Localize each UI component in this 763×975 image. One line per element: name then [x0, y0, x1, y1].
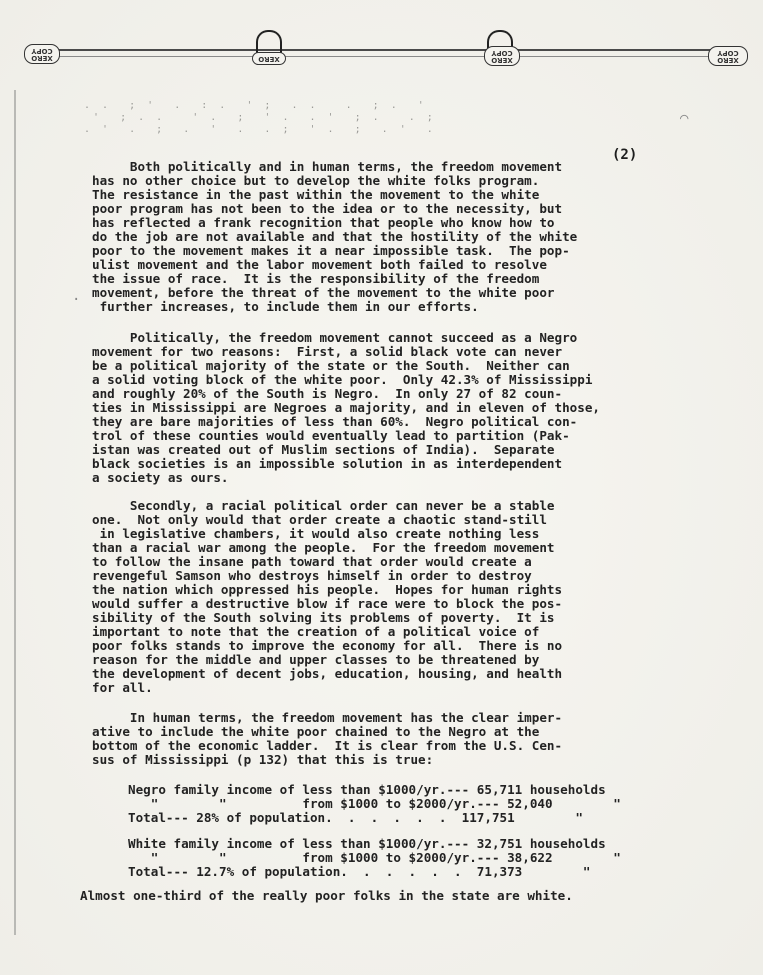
text-line: movement, before the threat of the movement to the white poor	[92, 285, 555, 300]
text-line: sibility of the South solving its problems of poverty. It is	[92, 610, 555, 625]
table-row: " " from $1000 to $2000/yr.--- 38,622 "	[128, 850, 621, 865]
text-line: one. Not only would that order create a chaotic stand-still	[92, 512, 547, 527]
text-line: The resistance in the past within the movement to the white	[92, 187, 540, 202]
text-line: poor folks stands to improve the economy for all. There is no	[92, 638, 563, 653]
text-line: than a racial war among the people. For the freedom movement	[92, 540, 555, 555]
margin-mark: ·	[72, 292, 81, 308]
xero-stamp: XERO	[252, 52, 286, 65]
top-rule	[28, 49, 739, 51]
text-line: a solid voting block of the white poor. Only 42.3% of Mississippi	[92, 372, 593, 387]
text-line: the development of decent jobs, education, housing, and health	[92, 666, 563, 681]
page-number: (2)	[612, 147, 638, 163]
left-margin-rule	[14, 90, 16, 935]
text-line: revengeful Samson who destroys himself in order to destroy	[92, 568, 532, 583]
text-line: Both politically and in human terms, the freedom movement	[92, 159, 563, 174]
margin-mark: ⌒	[680, 110, 689, 126]
text-line: Secondly, a racial political order can never be a stable	[92, 498, 555, 513]
text-line: poor program has not been to the idea or to the necessity, but	[92, 201, 563, 216]
xero-copy-stamp: XERO COPY	[484, 46, 520, 66]
text-line: has reflected a frank recognition that people who know how to	[92, 215, 555, 230]
text-line: ties in Mississippi are Negroes a majority, and in eleven of those,	[92, 400, 600, 415]
census-table-white	[128, 837, 621, 879]
text-line: ative to include the white poor chained to the Negro at the	[92, 724, 540, 739]
text-line: for all.	[92, 680, 153, 695]
census-table-negro	[128, 783, 621, 825]
top-rule-secondary	[28, 56, 739, 57]
text-line: important to note that the creation of a political voice of	[92, 624, 540, 639]
bleed-through-marks: . . ; ' . : . ' ; . . . ; . ' ' ; . . ' . ; ' . . ' ; . . ; . ' . ; . ' . . ; ' . ; . ' .	[84, 100, 436, 135]
text-line: they are bare majorities of less than 60%. Negro political con-	[92, 414, 578, 429]
text-line: in legislative chambers, it would also create nothing less	[92, 526, 540, 541]
text-line: ulist movement and the labor movement both failed to resolve	[92, 257, 547, 272]
closing-line: Almost one-third of the really poor folks in the state are white.	[80, 888, 573, 903]
table-row: White family income of less than $1000/yr.--- 32,751 households	[128, 836, 606, 851]
paragraph	[92, 160, 672, 314]
text-line: the nation which oppressed his people. Hopes for human rights	[92, 582, 563, 597]
text-line: bottom of the economic ladder. It is clear from the U.S. Cen-	[92, 738, 563, 753]
xero-copy-stamp: XERO COPY	[708, 46, 748, 66]
text-line: trol of these counties would eventually lead to partition (Pak-	[92, 428, 570, 443]
text-line: has no other choice but to develop the white folks program.	[92, 173, 540, 188]
table-row: " " from $1000 to $2000/yr.--- 52,040 "	[128, 796, 621, 811]
table-row: Total--- 12.7% of population. . . . . . 71,373 "	[128, 864, 591, 879]
text-line: further increases, to include them in our efforts.	[92, 299, 479, 314]
text-line: movement for two reasons: First, a solid black vote can never	[92, 344, 563, 359]
text-line: black societies is an impossible solution in as interdependent	[92, 456, 563, 471]
text-line: do the job are not available and that the hostility of the white	[92, 229, 578, 244]
text-line: the issue of race. It is the responsibility of the freedom	[92, 271, 540, 286]
text-line: In human terms, the freedom movement has the clear imper-	[92, 710, 563, 725]
xero-copy-stamp: XERO COPY	[24, 44, 60, 64]
text-line: to follow the insane path toward that order would create a	[92, 554, 532, 569]
text-line: would suffer a destructive blow if race were to block the pos-	[92, 596, 563, 611]
paragraph	[92, 711, 672, 767]
table-row: Negro family income of less than $1000/yr.--- 65,711 households	[128, 782, 606, 797]
text-line: be a political majority of the state or the South. Neither can	[92, 358, 570, 373]
text-line: sus of Mississippi (p 132) that this is true:	[92, 752, 434, 767]
paragraph	[92, 331, 672, 485]
text-line: reason for the middle and upper classes to be threatened by	[92, 652, 540, 667]
paragraph	[92, 499, 672, 695]
text-line: poor to the movement makes it a near impossible task. The pop-	[92, 243, 570, 258]
text-line: istan was created out of Muslim sections of India). Separate	[92, 442, 555, 457]
table-row: Total--- 28% of population. . . . . . 117,751 "	[128, 810, 583, 825]
text-line: Politically, the freedom movement cannot succeed as a Negro	[92, 330, 578, 345]
text-line: and roughly 20% of the South is Negro. In only 27 of 82 coun-	[92, 386, 563, 401]
text-line: a society as ours.	[92, 470, 229, 485]
